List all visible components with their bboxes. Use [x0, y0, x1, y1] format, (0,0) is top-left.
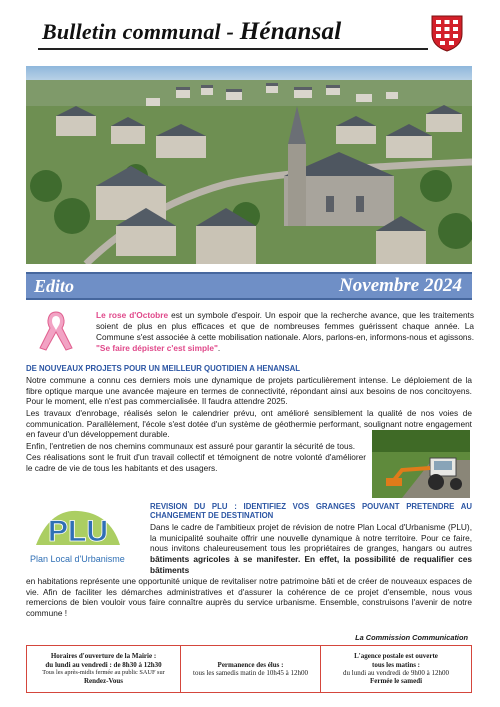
projects-paragraph-paths: Enfin, l'entretien de nos chemins communaux est assuré pour garantir la sécurité de tous. — [26, 441, 356, 451]
signature: La Commission Communication — [355, 633, 468, 642]
footer-post-office-hours: L'agence postale est ouverte tous les matins : du lundi au vendredi de 9h00 à 12h00 Fermée le samedi — [343, 652, 449, 686]
projects-paragraph-conclusion: Ces réalisations sont le fruit d'un travail collectif et témoignent de notre volonté d'améliorer le cadre de vie de tous les habitants et des usagers. — [26, 452, 366, 473]
issue-date: Novembre 2024 — [339, 275, 462, 296]
projects-paragraph-roads: Les travaux d'enrobage, réalisés selon le calendrier prévu, ont amélioré sensiblement la qualité de nos voies de communication. Parallèlement, l'école s'est dotée d'un système de géothermie performant, soulignant notre engagement en faveur d'un développement durable. — [26, 408, 472, 440]
header-divider — [38, 48, 428, 50]
footer-info-box — [26, 645, 472, 693]
bulletin-title: Bulletin communal - Hénansal — [42, 18, 342, 45]
edito-banner — [26, 272, 472, 300]
plu-logo-letters: PLU — [48, 515, 108, 548]
footer-elected-hours: Permanence des élus : tous les samedis matin de 10h45 à 12h00 — [181, 646, 321, 692]
roadside-mowing-tractor-photo — [372, 430, 470, 498]
header — [30, 14, 470, 54]
edito-heading: Edito — [34, 276, 75, 296]
plu-paragraph-intro: Dans le cadre de l'ambitieux projet de révision de notre Plan Local d'Urbanisme (PLU), la municipalité souhaite offrir une nouvelle dynamique à notre territoire. Pour ce faire, nous invitons chaleureusement tous les propriétaires de granges, hangars ou autres bâtiments agricoles à se manifester. En effet, la possibilité de requalifier ces bâtiments — [150, 522, 472, 575]
projects-paragraph-fiber: Notre commune a connu ces derniers mois une dynamique de projets particulièrement intense. Le déploiement de la fibre optique marque une avancée majeure en termes de connectivité, répondant ainsi aux besoins de nos concitoyens. Pour le moment, elle n'est pas commercialisée. Il faudra attendre 2025. — [26, 375, 472, 407]
coat-of-arms-icon — [430, 14, 464, 52]
pink-ribbon-icon — [36, 308, 76, 352]
edito-paragraph: Le rose d'Octobre est un symbole d'espoir. Un espoir que la recherche avance, que les traitements soient de plus en plus efficaces et que de nombreuses femmes guérissent chaque année. La Commune s'est associée à cette mobilisation nationale. Alors, parlons-en, informons-nous et agissons. "Se faire dépister c'est simple". — [96, 310, 475, 353]
plu-section-title: REVISION DU PLU : IDENTIFIEZ VOS GRANGES POUVANT PRETENDRE AU CHANGEMENT DE DESTINATION — [150, 502, 472, 520]
plu-logo — [30, 505, 126, 565]
plu-logo-caption: Plan Local d'Urbanisme — [30, 554, 125, 564]
plu-logo-graphic — [30, 505, 126, 551]
plu-paragraph-rest: en habitations représente une opportunité unique de revitaliser notre patrimoine bâti et de créer de nouveaux espaces de vie. Afin de faciliter les démarches administratives et d'assurer la cohérence de ce projet d'ensemble, nous vous remercions de bien vouloir vous faire connaître auprès du service urbanisme. Ensemble, construisons l'avenir de notre commune ! — [26, 576, 472, 619]
village-aerial-photo — [26, 66, 472, 264]
footer-town-hall-hours: Horaires d'ouverture de la Mairie : du lundi au vendredi : de 8h30 à 12h30 Tous les après-midis fermée au public SAUF sur Rendez-Vous — [27, 646, 181, 692]
projects-section-title: DE NOUVEAUX PROJETS POUR UN MEILLEUR QUOTIDIEN A HENANSAL — [26, 364, 301, 373]
